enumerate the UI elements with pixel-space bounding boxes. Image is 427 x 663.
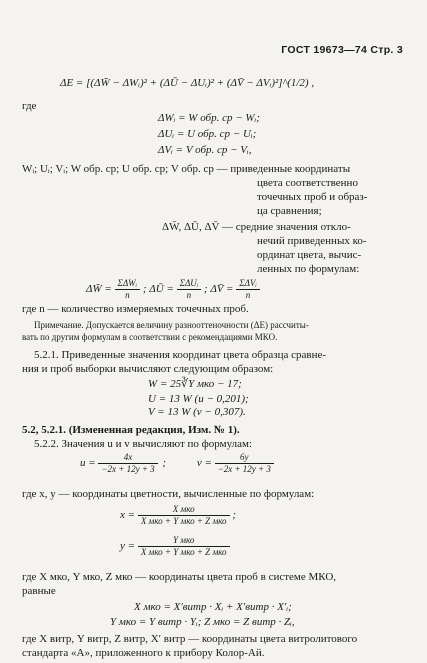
vitr-line-2: стандарта «А», приложенного к прибору Колор-Ай. [22,647,265,659]
u-num: 4x [98,452,157,464]
coords-line-4: ца сравнения; [257,205,322,217]
avg-u-left: ; ΔŪ = [142,283,174,296]
x-formula [120,504,236,527]
avg-w-left: ΔW̄ = [86,283,112,296]
y-fraction [138,535,230,558]
avg-line-1: ΔW̄, ΔŪ, ΔV̄ — средние значения откло- [162,221,351,233]
eq-ymko-zmko: Y мко = Y витр · Yᵢ; Z мко = Z витр · Zᵢ, [110,616,295,628]
p521-line-1: 5.2.1. Приведенные значения координат цвета образца сравне- [34,349,327,361]
avg-formula [86,278,260,301]
xyz-def-line-1: где X мко, Y мко, Z мко — координаты цвета проб в системе МКО, [22,571,337,583]
x-fraction [138,504,230,527]
p522: 5.2.2. Значения u и v вычисляют по формулам: [34,438,253,450]
def-delta-w: ΔWᵢ = W обр. ср − Wᵢ; [158,112,260,124]
avg-w-num: ΣΔWᵢ [115,278,141,290]
y-formula [120,535,230,558]
vitr-line-1: где X витр, Y витр, Z витр, X′ витр — координаты цвета витролитового [22,633,358,645]
page-header: ГОСТ 19673—74 Стр. 3 [281,44,403,56]
coords-line-2: цвета соответственно [257,177,358,189]
avg-v-den: n [245,290,251,300]
x-den: X мко + Y мко + Z мко [140,516,227,526]
avg-w-den: n [125,290,130,300]
avg-line-3: ординат цвета, вычис- [257,249,362,261]
n-definition: где n — количество измеряемых точечных проб. [22,303,249,315]
avg-w-fraction [115,278,141,301]
avg-v-fraction [236,278,260,301]
avg-line-4: ленных по формулам: [257,263,360,275]
avg-u-fraction [177,278,202,301]
eq-u: U = 13 W (u − 0,201); [148,393,249,405]
def-delta-v: ΔVᵢ = V обр. ср − Vᵢ, [158,144,252,156]
edition-note: 5.2, 5.2.1. (Измененная редакция, Изм. № 1). [22,424,240,436]
uv-formula [80,452,274,475]
xy-definition: где x, y — координаты цветности, вычисленные по формулам: [22,488,315,500]
note-line-2: вать по другим формулам в соответствии с рекомендациями МКО. [22,332,278,342]
x-tail: ; [232,509,236,522]
eq-w: W = 25∛Y мко − 17; [148,378,242,390]
u-fraction [98,452,157,475]
avg-line-2: нечий приведенных ко- [257,235,367,247]
avg-v-left: ; ΔV̄ = [203,283,234,296]
y-den: X мко + Y мко + Z мко [140,547,227,557]
xyz-def-line-2: равные [22,585,56,597]
eq-xmko: X мко = X′витр · Xᵢ + X′витр · X′ᵢ; [134,601,292,613]
avg-u-num: ΣΔUᵢ [177,278,202,290]
v-den: −2x + 12y + 3 [217,464,271,474]
v-num: 6y [215,452,274,464]
avg-v-num: ΣΔVᵢ [236,278,260,290]
y-num: Y мко [138,535,230,547]
v-fraction [215,452,274,475]
u-den: −2x + 12y + 3 [101,464,155,474]
eq-v: V = 13 W (v − 0,307). [148,406,246,418]
y-left: y = [120,540,136,553]
note-line-1: Примечание. Допускается величину разнооттеночности (ΔE) рассчиты- [34,320,309,330]
v-left: v = [196,457,212,470]
def-delta-u: ΔUᵢ = U обр. ср − Uᵢ; [158,128,257,140]
x-left: x = [120,509,136,522]
avg-u-den: n [186,290,192,300]
uv-sep: ; [162,457,167,470]
coords-line-1: Wᵢ; Uᵢ; Vᵢ; W обр. ср; U обр. ср; V обр. ср — приведенные координаты [22,163,351,175]
formula-delta-e: ΔE = [(ΔW̄ − ΔWᵢ)² + (ΔŪ − ΔUᵢ)² + (ΔV̄ − ΔVᵢ)²]^(1/2) , [60,77,315,89]
x-num: X мко [138,504,230,516]
where-label: где [22,100,37,112]
u-left: u = [80,457,96,470]
coords-line-3: точечных проб и образ- [257,191,368,203]
p521-line-2: ния и проб выборки вычисляют следующим образом: [22,363,274,375]
